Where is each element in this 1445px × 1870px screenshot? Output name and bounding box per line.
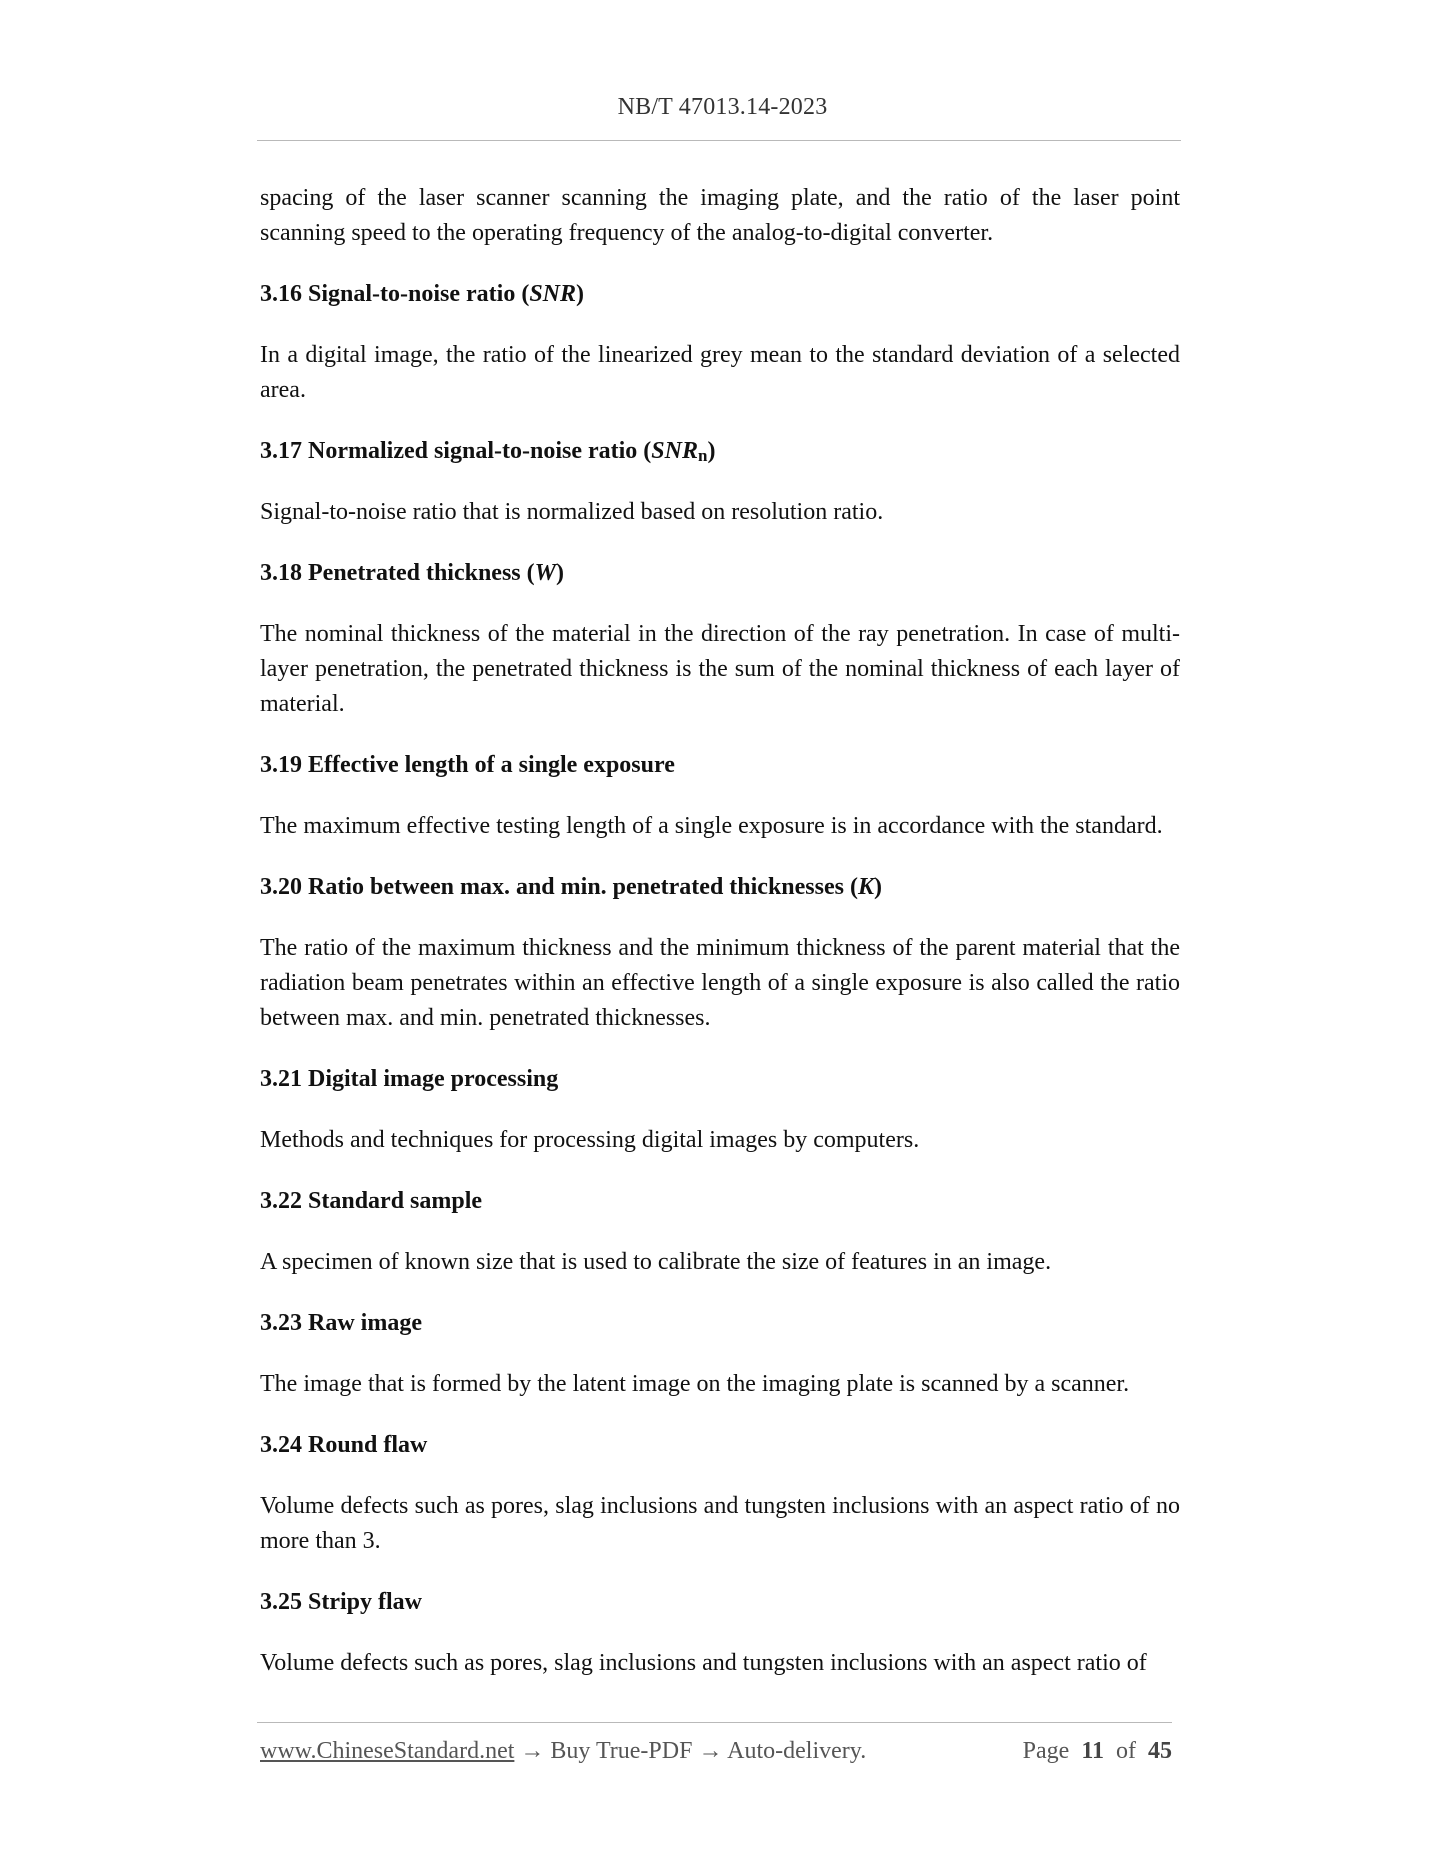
section-3-25-text: Volume defects such as pores, slag inclusions and tungsten inclusions with an aspect ratio of <box>260 1650 1147 1676</box>
footer-divider <box>257 1722 1172 1723</box>
section-3-19-text: The maximum effective testing length of a single exposure is in accordance with the standard. <box>260 813 1163 839</box>
section-3-22-text: A specimen of known size that is used to calibrate the size of features in an image. <box>260 1249 1052 1275</box>
section-3-23-text: The image that is formed by the latent image on the imaging plate is scanned by a scanner. <box>260 1371 1130 1397</box>
heading-text: 3.17 Normalized signal-to-noise ratio ( <box>260 438 652 464</box>
header-divider <box>257 140 1181 141</box>
section-3-22-heading: 3.22 Standard sample <box>260 1188 483 1214</box>
chinese-standard-link[interactable]: www.ChineseStandard.net <box>260 1738 515 1764</box>
section-3-20-heading <box>260 870 1180 905</box>
of-word: of <box>1116 1738 1136 1764</box>
heading-close: ) <box>874 874 882 900</box>
intro-paragraph: spacing of the laser scanner scanning the imaging plate, and the ratio of the laser point scanning speed to the operating frequency of the analog-to-digital converter. <box>260 185 1180 246</box>
arrow-right-icon: → <box>514 1738 551 1764</box>
section-3-24-text: Volume defects such as pores, slag inclusions and tungsten inclusions with an aspect ratio of no more than 3. <box>260 1493 1180 1554</box>
page-number <box>1023 1738 1172 1765</box>
document-code-header: NB/T 47013.14-2023 <box>617 94 828 120</box>
arrow-right-icon: → <box>692 1738 728 1764</box>
section-3-21-text: Methods and techniques for processing digital images by computers. <box>260 1127 920 1153</box>
section-3-24-heading: 3.24 Round flaw <box>260 1432 428 1458</box>
heading-text: 3.18 Penetrated thickness ( <box>260 560 535 586</box>
total-pages: 45 <box>1148 1738 1172 1764</box>
section-3-18-text: The nominal thickness of the material in the direction of the ray penetration. In case of multi-layer penetration, the penetrated thickness is the sum of the nominal thickness of each layer of material. <box>260 621 1180 717</box>
section-3-17-heading <box>260 434 1180 469</box>
section-3-16-heading <box>260 277 1180 312</box>
current-page: 11 <box>1081 1738 1104 1764</box>
heading-text: 3.16 Signal-to-noise ratio ( <box>260 281 530 307</box>
document-body <box>260 181 1180 1707</box>
heading-close: ) <box>555 560 564 586</box>
heading-close: ) <box>707 438 716 464</box>
section-3-18-heading <box>260 556 1180 591</box>
section-3-16-text: In a digital image, the ratio of the linearized grey mean to the standard deviation of a selected area. <box>260 342 1180 403</box>
section-3-25-heading: 3.25 Stripy flaw <box>260 1589 422 1615</box>
w-symbol: W <box>534 560 556 586</box>
section-3-17-text: Signal-to-noise ratio that is normalized based on resolution ratio. <box>260 499 884 525</box>
auto-delivery-text: Auto-delivery. <box>727 1738 867 1764</box>
footer-promo <box>260 1738 866 1765</box>
snr-symbol: SNR <box>651 438 698 464</box>
buy-true-pdf-text: Buy True-PDF <box>550 1738 693 1764</box>
heading-text: 3.20 Ratio between max. and min. penetrated thicknesses ( <box>260 874 858 900</box>
section-3-20-text: The ratio of the maximum thickness and the minimum thickness of the parent material that the radiation beam penetrates within an effective length of a single exposure is also called the ratio between max. and min. penetrated thicknesses. <box>260 935 1180 1031</box>
snr-symbol: SNR <box>529 281 577 307</box>
section-3-21-heading: 3.21 Digital image processing <box>260 1066 559 1092</box>
k-symbol: K <box>857 874 874 900</box>
page-word: Page <box>1022 1738 1070 1764</box>
snr-subscript: n <box>697 446 708 465</box>
heading-close: ) <box>576 281 585 307</box>
section-3-23-heading: 3.23 Raw image <box>260 1310 422 1336</box>
section-3-19-heading: 3.19 Effective length of a single exposure <box>260 752 675 778</box>
